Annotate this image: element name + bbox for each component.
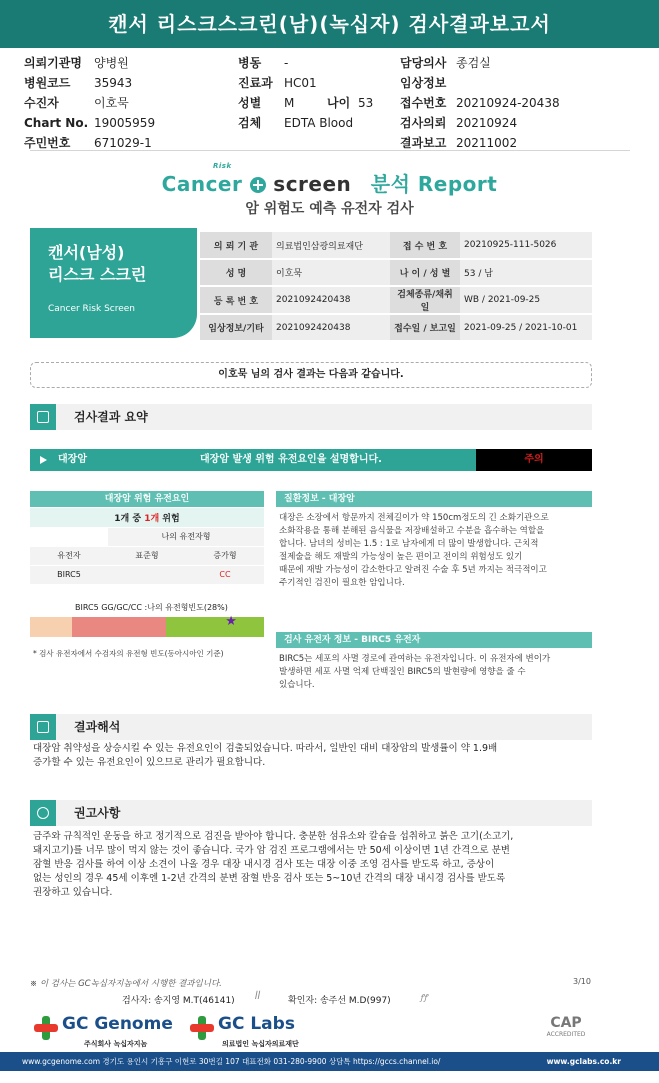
summary-section-header <box>30 404 592 430</box>
field-key: 검체 <box>238 116 262 130</box>
subtitle: 암 위험도 예측 유전자 검사 <box>245 201 414 217</box>
text-line: 합니다. 남녀의 성비는 1.5 : 1로 남자에게 더 많이 발생합니다. 근치적 <box>279 539 539 549</box>
cap-sub: ACCREDITED <box>546 1031 586 1038</box>
gene-info-text <box>279 653 592 692</box>
play-arrow-icon <box>40 456 47 464</box>
text-line: BIRC5는 세포의 사멸 경로에 관여하는 유전자입니다. 이 유전자에 변이가 <box>279 654 551 664</box>
info-lk: 임상정보/기타 <box>200 314 272 341</box>
freq-bar <box>30 614 264 637</box>
header-field <box>238 114 398 134</box>
freq-label: BIRC5 GG/GC/CC :나의 유전형빈도(28%) <box>75 603 228 612</box>
freq-segment <box>30 617 72 637</box>
freq-segment <box>72 617 166 637</box>
info-rk: 접 수 번 호 <box>390 232 460 259</box>
gc-genome-name: GC Genome <box>62 1014 173 1034</box>
gene-table <box>30 508 264 585</box>
people-icon <box>30 800 56 826</box>
field-value: 35943 <box>94 76 133 90</box>
brand-report: Report <box>417 172 498 196</box>
risk-count <box>30 508 264 527</box>
field-value: EDTA Blood <box>284 116 354 130</box>
disease-text <box>279 512 592 590</box>
field-key: 병동 <box>238 56 262 70</box>
field-value: M <box>284 96 295 110</box>
text-line: 없는 성인의 경우 45세 이후엔 1-2년 간격의 분변 잠혈 반응 검사 또는 5~10년 간격의 대장 내시경 검사를 받도록 <box>33 873 506 884</box>
field-value: HC01 <box>284 76 317 90</box>
text-line: 대장은 소장에서 항문까지 전체길이가 약 150cm정도의 긴 소화기관으로 <box>279 513 549 523</box>
brand-title <box>0 162 659 197</box>
header-field <box>400 74 630 94</box>
brand-screen: screen <box>273 172 352 196</box>
card-line2: 리스크 스크린 <box>48 265 147 284</box>
footer-note: ※ 이 검사는 GC녹십자지놈에서 시행한 결과입니다. <box>30 979 222 989</box>
info-lk: 의 뢰 기 관 <box>200 232 272 259</box>
field-value: 20211002 <box>456 136 518 150</box>
header-col3 <box>400 54 630 154</box>
header-field <box>24 134 224 154</box>
field-value: 671029-1 <box>94 136 152 150</box>
info-rv: 2021-09-25 / 2021-10-01 <box>460 314 592 341</box>
confirmer: 확인자: 송주선 M.D(997) <box>288 996 391 1006</box>
brand-risk-label: Risk <box>213 162 232 170</box>
field-key: 검사의뢰 <box>400 116 447 130</box>
field-key: 담당의사 <box>400 56 447 70</box>
text-line: 잠혈 반응 검사를 하여 이상 소견이 나올 경우 대장 내시경 검사 또는 대장 이중 조영 검사를 받도록 하고, 증상이 <box>33 859 495 870</box>
field-key: 진료과 <box>238 76 273 90</box>
age-key: 나이 <box>327 96 351 110</box>
gene-name: BIRC5 <box>30 565 108 584</box>
risk-count-num: 1개 <box>144 513 160 524</box>
field-key: 의뢰기관명 <box>24 56 82 70</box>
gene-inc-value: CC <box>186 565 264 584</box>
interp-section-header <box>30 714 592 740</box>
folder-icon <box>30 404 56 430</box>
tester: 검사자: 송지영 M.T(46141) <box>122 996 235 1006</box>
card-line1: 캔서(남성) <box>48 243 125 262</box>
field-value: - <box>284 56 289 70</box>
text-line: 돼지고기)를 너무 많이 먹지 않는 것이 좋습니다. 국가 암 검진 프로그램에서는 만 50세 이상이면 1년 간격으로 분변 <box>33 845 510 856</box>
text-line: 대장암 취약성을 상승시킬 수 있는 유전요인이 검출되었습니다. 따라서, 일반인 대비 대장암의 발생률이 약 1.9배 <box>33 743 498 754</box>
field-value: 종검실 <box>456 56 491 70</box>
field-key: 결과보고 <box>400 136 447 150</box>
gc-labs-sub: 의료법인 녹십자의료재단 <box>222 1040 299 1048</box>
cap-name: CAP <box>550 1015 582 1031</box>
brand-cancer: Cancer <box>161 172 243 196</box>
cancer-bar <box>30 449 476 471</box>
footer-site: www.gclabs.co.kr <box>546 1057 621 1066</box>
cap-logo <box>534 1015 598 1049</box>
text-line: 권장하고 있습니다. <box>33 887 113 898</box>
info-lk: 성 명 <box>200 259 272 286</box>
page-number: 3/10 <box>573 977 591 986</box>
gene-std-value <box>108 565 186 584</box>
info-lv: 이호묵 <box>272 259 390 286</box>
col-gene: 유전자 <box>30 546 108 565</box>
brand-risk-icon <box>250 177 266 193</box>
info-rk: 검체종류/채취일 <box>390 286 460 314</box>
summary-title: 검사결과 요약 <box>74 410 148 424</box>
my-genotype-label: 나의 유전자형 <box>108 527 264 546</box>
field-value: 양병원 <box>94 56 129 70</box>
info-rk: 나 이 / 성 별 <box>390 259 460 286</box>
cancer-label: 대장암 <box>58 454 87 465</box>
header-col2 <box>238 54 398 134</box>
field-key: Chart No. <box>24 116 89 130</box>
header-field <box>400 114 630 134</box>
freq-segment <box>166 617 264 637</box>
footer-bar <box>0 1052 659 1071</box>
gc-cross-icon <box>34 1016 58 1040</box>
header-field <box>400 54 630 74</box>
text-line: 있습니다. <box>279 680 315 690</box>
gc-labs-name: GC Labs <box>218 1014 295 1034</box>
info-rv: 53 / 남 <box>460 259 592 286</box>
field-value: 19005959 <box>94 116 156 130</box>
risk-count-post: 위험 <box>159 513 180 524</box>
card-english: Cancer Risk Screen <box>48 304 136 314</box>
card-title <box>48 242 146 286</box>
text-line: 절제술을 해도 재발의 가능성이 높은 편이고 전이의 위험성도 있기 <box>279 552 523 562</box>
brand-analysis: 분석 <box>370 172 411 196</box>
field-value: 20210924 <box>456 116 518 130</box>
field-key: 병원코드 <box>24 76 71 90</box>
cancer-description: 대장암 발생 위험 유전요인을 설명합니다. <box>200 454 382 465</box>
field-value: 20210924-20438 <box>456 96 560 110</box>
field-key: 임상정보 <box>400 76 447 90</box>
age-value: 53 <box>358 96 374 110</box>
footer-address: www.gcgenome.com 경기도 용인시 기흥구 이현로 30번길 107 대표전화 031-280-9900 상담톡 https://gccs.channel.io/ <box>22 1057 441 1066</box>
text-line: 소화작용을 통해 분해된 음식물을 저장배설하고 수분을 흡수하는 역할을 <box>279 526 545 536</box>
header-field <box>24 94 224 114</box>
confirmer-signature: ꝭꝭ <box>420 993 428 1002</box>
header-field <box>400 134 630 154</box>
report-title: 캔서 리스크스크린(남)(녹십자) 검사결과보고서 <box>0 0 659 48</box>
info-rk: 접수일 / 보고일 <box>390 314 460 341</box>
risk-count-pre: 1개 중 <box>114 513 145 524</box>
intro-box: 이호묵 님의 검사 결과는 다음과 같습니다. <box>30 362 592 388</box>
product-card <box>30 228 197 338</box>
field-key: 주민번호 <box>24 136 71 150</box>
header-field <box>24 54 224 74</box>
advice-text <box>33 830 598 900</box>
field-key: 수진자 <box>24 96 59 110</box>
info-lv: 2021092420438 <box>272 314 390 341</box>
field-key: 접수번호 <box>400 96 447 110</box>
patient-info-table <box>200 232 592 342</box>
header-field <box>24 74 224 94</box>
status-badge: 주의 <box>476 449 592 471</box>
text-line: 금주와 규칙적인 운동을 하고 정기적으로 검진을 받아야 합니다. 충분한 섬유소와 칼슘을 섭취하고 붉은 고기(소고기, <box>33 831 514 842</box>
gc-labs-cross-icon <box>190 1016 214 1040</box>
gene-info-header: 검사 유전자 정보 - BIRC5 유전자 <box>276 632 592 648</box>
advice-section-header <box>30 800 592 826</box>
col-increased: 증가형 <box>186 546 264 565</box>
info-rv: 20210925-111-5026 <box>460 232 592 259</box>
header-field <box>238 74 398 94</box>
header-field <box>238 94 398 114</box>
col-standard: 표준형 <box>108 546 186 565</box>
gc-genome-sub: 주식회사 녹십자지놈 <box>84 1040 148 1048</box>
header-field <box>400 94 630 114</box>
header-age <box>327 94 373 112</box>
info-lv: 의료법인삼광의료재단 <box>272 232 390 259</box>
interp-title: 결과해석 <box>74 720 121 734</box>
gc-labs-logo <box>190 1013 320 1051</box>
gene-box-header: 대장암 위험 유전요인 <box>30 491 264 507</box>
clipboard-icon <box>30 714 56 740</box>
freq-note: * 검사 유전자에서 수검자의 유전형 빈도(동아시아인 기준) <box>33 649 224 658</box>
header-col1 <box>24 54 224 154</box>
advice-title: 권고사항 <box>74 806 121 820</box>
gc-genome-logo <box>34 1013 184 1051</box>
info-rv: WB / 2021-09-25 <box>460 286 592 314</box>
text-line: 발생하면 세포 사멸 억제 단백질인 BIRC5의 발현량에 영향을 줄 수 <box>279 667 526 677</box>
my-genotype-star-icon: ★ <box>225 614 237 629</box>
text-line: 증가할 수 있는 유전요인이 있으므로 관리가 필요합니다. <box>33 757 266 768</box>
field-key: 성별 <box>238 96 262 110</box>
info-lk: 등 록 번 호 <box>200 286 272 314</box>
header-field <box>24 114 224 134</box>
info-lv: 2021092420438 <box>272 286 390 314</box>
interp-text <box>33 742 593 770</box>
disease-header: 질환정보 - 대장암 <box>276 491 592 507</box>
tester-signature: ꟾꟾ <box>255 992 261 1002</box>
text-line: 주기적인 검진이 필요한 암입니다. <box>279 578 405 588</box>
text-line: 때문에 재발 가능성이 감소한다고 알려진 수술 후 5년 까지는 적극적이고 <box>279 565 547 575</box>
header-field <box>238 54 398 74</box>
header-divider <box>30 150 630 151</box>
field-value: 이호묵 <box>94 96 129 110</box>
